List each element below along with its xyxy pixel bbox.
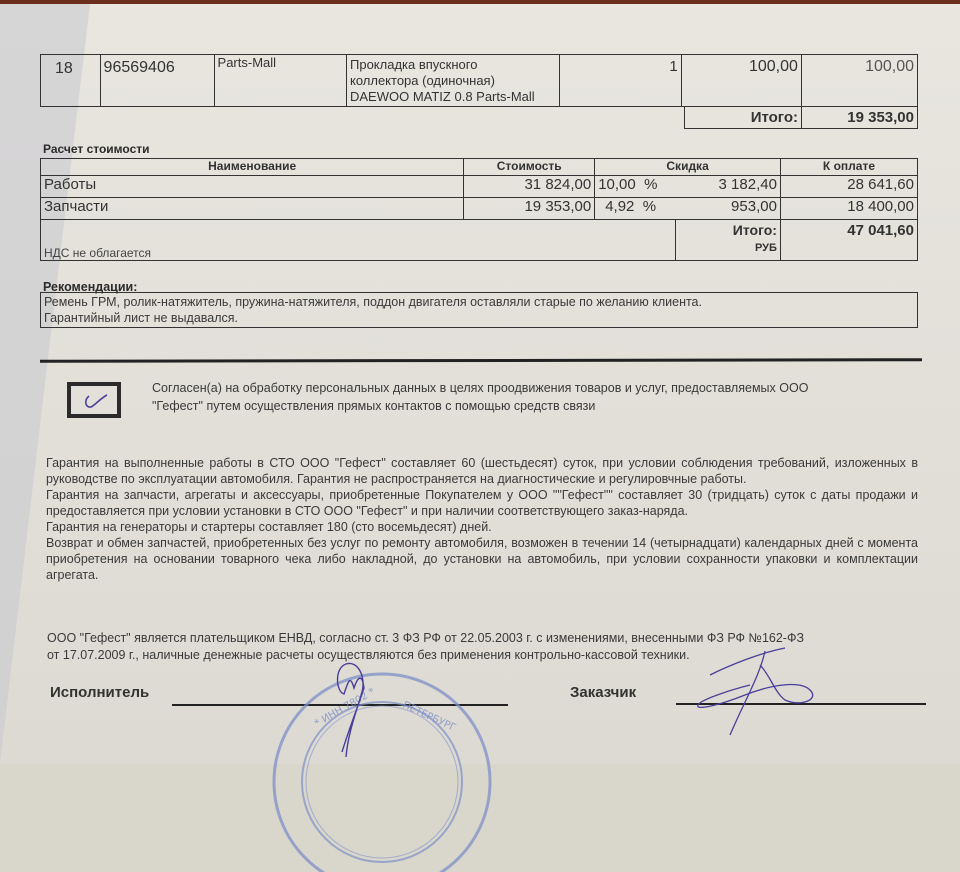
executor-label: Исполнитель [50,684,150,701]
header-name: Наименование [41,159,464,176]
table-total-row [41,220,918,261]
recommendations-title: Рекомендации: [43,280,138,294]
parts-total-label: Итого: [685,107,802,129]
parts-total [684,106,918,129]
calc-total-label: Итого: [732,222,777,238]
company-stamp-icon [262,672,502,872]
header-to-pay: К оплате [780,159,917,176]
consent-checkbox[interactable] [67,382,121,418]
row-name-line: Прокладка впускного [350,57,478,72]
row-article: 96569406 [100,55,214,107]
cost-row-name: Работы [41,176,464,198]
table-row [41,55,918,107]
tax-note-line: ООО "Гефест" является плательщиком ЕНВД, согласно ст. 3 ФЗ РФ от 22.05.2003 г. с изменениями, внесенными ФЗ РФ №162-ФЗ [47,631,805,645]
calc-total-value: 47 041,60 [780,220,917,261]
recommendations-box [40,292,918,328]
table-row [41,176,918,198]
customer-label: Заказчик [570,684,637,701]
check-mark-icon [81,390,111,412]
warranty-works: Гарантия на выполненные работы в СТО ООО "Гефест" составляет 60 (шестьдесят) суток, при условии соблюдения требований, изложенных в руководстве по эксплуатации автомобиля. Гарантия не распространяется на диагностические и регулировчные работы. [46,456,918,486]
recommendation-line: Ремень ГРМ, ролик-натяжитель, пружина-натяжителя, поддон двигателя оставляли старые по желанию клиента. [44,295,702,309]
currency-label: РУБ [754,242,777,254]
cost-row-discount-sum: 3 182,40 [672,176,780,198]
cost-row-name: Запчасти [41,198,464,220]
cost-calc-title: Расчет стоимости [43,142,150,156]
cost-row-to-pay: 18 400,00 [780,198,917,220]
executor-signature-icon [318,652,378,759]
row-number: 18 [41,55,101,107]
cost-row-discount-pct: 10,00 % [595,176,673,198]
header-discount: Скидка [595,159,781,176]
parts-total-value: 19 353,00 [802,107,918,129]
svg-text:* ИНН 7802 *: * ИНН 7802 * [313,686,377,730]
warranty-text [46,455,918,583]
vat-note-cell [41,220,595,261]
row-name-line: коллектора (одиночная) [350,73,495,88]
row-name [347,55,560,107]
row-brand: Parts-Mall [214,55,346,107]
total-label-cell [595,220,781,261]
row-name-line: DAEWOO MATIZ 0.8 Parts-Mall [350,89,535,104]
consent-text [152,379,808,415]
row-sum: 100,00 [801,55,917,107]
table-row [41,198,918,220]
row-price: 100,00 [681,55,801,107]
table-header-row [41,159,918,176]
cost-row-cost: 31 824,00 [464,176,595,198]
warranty-parts: Гарантия на запчасти, агрегаты и аксессуары, приобретенные Покупателем у ООО ""Гефест"" составляет 30 (тридцать) суток с даты продажи и предоставляется при условии установки в СТО ООО "Гефест" и при наличии соответствующего заказ-наряда. [46,488,918,518]
header-cost: Стоимость [464,159,595,176]
cost-calc-table [40,158,918,261]
return-policy: Возврат и обмен запчастей, приобретенных без услуг по ремонту автомобиля, возможен в течении 14 (четырнадцати) календарных дней с момента приобретения на основании товарного чека либо накладной, до установки на автомобиль, при условии сохранности упаковки и комплектации агрегата. [46,536,918,582]
row-qty: 1 [559,55,681,107]
svg-text:ПЕТЕРБУРГ: ПЕТЕРБУРГ [400,699,458,734]
consent-line: Согласен(а) на обработку персональных данных в целях проодвижения товаров и услуг, предоставляемых ООО [152,381,809,395]
cost-row-discount-pct: 4,92 % [595,198,673,220]
warranty-generators: Гарантия на генераторы и стартеры составляет 180 (сто восемьдесят) дней. [46,520,492,534]
customer-signature-icon [690,645,840,745]
vat-note: НДС не облагается [44,246,152,260]
consent-line: "Гефест" путем осуществления прямых контактов с помощью средств связи [152,399,596,413]
cost-row-discount-sum: 953,00 [672,198,780,220]
cost-row-to-pay: 28 641,60 [780,176,917,198]
recommendation-line: Гарантийный лист не выдавался. [44,311,239,325]
parts-table [40,54,918,107]
tax-note-line: от 17.07.2009 г., наличные денежные расчеты осуществляются без применения контрольно-кассовой техники. [47,648,690,662]
cost-row-cost: 19 353,00 [464,198,595,220]
